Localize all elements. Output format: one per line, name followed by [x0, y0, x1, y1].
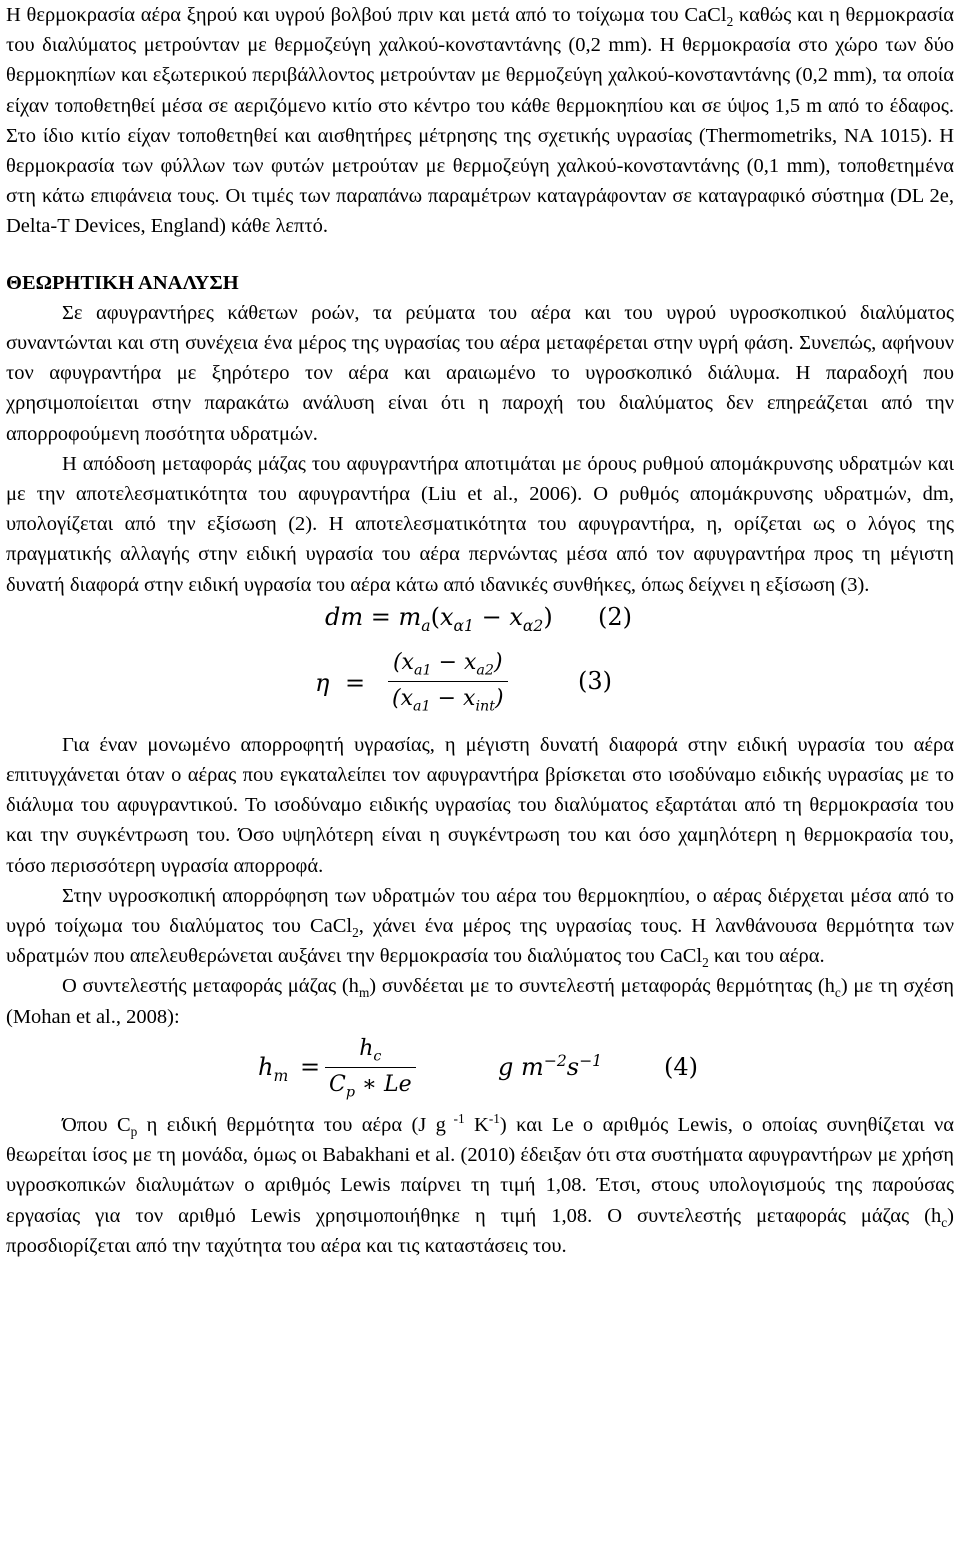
- subscript: 2: [726, 14, 734, 30]
- eq3-label: (3): [578, 666, 612, 695]
- eq3-den-x: (x: [392, 685, 413, 711]
- eq4-equals: =: [300, 1052, 321, 1081]
- eq2-x2: x: [509, 602, 523, 631]
- eq4-fraction: [325, 1032, 416, 1102]
- eq4-units-sup1: −2: [543, 1051, 567, 1070]
- equation-2: [0, 600, 960, 642]
- eq3-num-minus: − x: [431, 649, 477, 675]
- text-run: ) με τη σχέση (Mohan et al., 2008):: [6, 975, 954, 1028]
- eq4-denominator: [325, 1068, 416, 1102]
- eq2-m-sub: a: [421, 616, 431, 635]
- subscript: p: [130, 1123, 138, 1139]
- eq3-den-minus: − x: [430, 685, 476, 711]
- equation-3: [0, 642, 960, 730]
- eq3-denominator: [388, 682, 508, 716]
- paragraph-lewis: [0, 1110, 960, 1261]
- paragraph-absorption: [0, 881, 960, 972]
- text-run: Η θερμοκρασία αέρα ξηρού και υγρού βολβού πριν και μετά από το τοίχωμα του CaCl: [6, 4, 727, 26]
- eq2-close: ): [543, 602, 553, 631]
- eq4-lhs-sub: m: [273, 1066, 289, 1085]
- text-run: και του αέρα.: [708, 945, 825, 968]
- text-run: , χάνει ένα μέρος της υγρασίας τους. Η λανθάνουσα θερμότητα των υδρατμών που απελευθερώνεται αυξάνει την θερμοκρασία του διαλύματος του CaCl: [6, 915, 954, 968]
- subscript: 2: [702, 955, 709, 971]
- eq4-lhs: h: [258, 1052, 274, 1081]
- subscript: m: [358, 985, 370, 1001]
- text-run: καθώς και η θερμοκρασία του διαλύματος μετρούνταν με θερμοζεύγη χαλκού-κονσταντάνης (0,2 mm). Η θερμοκρασία στο χώρο των δύο θερμοκηπίων και εξωτερικού περιβάλλοντος μετρούνταν με θερμοζεύγη χαλκού-κονσταντάνης (0,2 mm), τα οποία είχαν τοποθετηθεί μέσα σε αεριζόμενο κιτίο στο κέντρο του κάθε θερμοκηπίου και σε ύψος 1,5 m από το έδαφος. Στο ίδιο κιτίο είχαν τοποθετηθεί και αισθητήρες μέτρησης της σχετικής υγρασίας (Thermometriks, NA 1015). Η θερμοκρασία των φύλλων των φυτών μετρούταν με θερμοζεύγη χαλκού-κονσταντάνης (0,1 mm), τοποθετημένα στη κάτω επιφάνεια τους. Οι τιμές των παραπάνω παραμέτρων καταγράφονταν σε καταγραφικό σύστημα (DL 2e, Delta-T Devices, England) κάθε λεπτό.: [6, 4, 955, 238]
- paragraph-theory-intro: Σε αφυγραντήρες κάθετων ροών, τα ρεύματα του αέρα και του υγρού υγροσκοπικού διαλύματος συναντώνται και στη συνέχεια ένα μέρος της υγρασίας του αέρα μεταφέρεται στην υγρή φάση. Συνεπώς, αφήνουν τον αφυγραντήρα με ξηρότερο τον αέρα και αραιωμένο το υγροσκοπικό διάλυμα. Η παραδοχή που χρησιμοποίειται στην παρακάτω ανάλυση είναι ότι η παροχή του διαλύματος δεν επηρεάζεται από την απορροφούμενη ποσότητα υδρατμών.: [6, 301, 954, 445]
- eq2-lhs: dm: [325, 602, 364, 631]
- text-run: ) συνδέεται με το συντελεστή μεταφοράς θερμότητας (h: [369, 975, 835, 998]
- eq4-den-le: Le: [383, 1071, 412, 1097]
- eq4-den-c: C: [329, 1071, 346, 1097]
- eq4-num-h: h: [359, 1035, 374, 1061]
- eq4-units: [498, 1052, 602, 1082]
- paragraph-measurements: [0, 0, 960, 242]
- text-run: Στην υγροσκοπική απορρόφηση των υδρατμών του αέρα του θερμοκηπίου, ο αέρας διέρχεται μέσα από το υγρό τοίχωμα του διαλύματος του CaCl: [6, 884, 954, 938]
- section-heading: ΘΕΩΡΗΤΙΚΗ ΑΝΑΛΥΣΗ: [6, 271, 239, 294]
- text-run: K: [464, 1113, 489, 1136]
- text-run: ) προσδιορίζεται από την ταχύτητα του αέρα και τις καταστάσεις του.: [6, 1204, 954, 1257]
- eq4-den-op: ∗: [355, 1071, 384, 1097]
- eq3-lhs: η: [315, 668, 330, 697]
- equation-4: [0, 1032, 960, 1110]
- eq3-num-close: ): [494, 649, 503, 675]
- eq3-num-sub1: a1: [413, 662, 432, 679]
- paragraph-mass-transfer: [0, 971, 960, 1031]
- paragraph-max-difference: Για έναν μονωμένο απορροφητή υγρασίας, η μέγιστη δυνατή διαφορά στην ειδική υγρασία του αέρα επιτυγχάνεται όταν ο αέρας που εγκαταλείπει τον αφυγραντήρα βρίσκεται στο ισοδύναμο ειδικής υγρασίας με το διάλυμα του αφυγραντικού. Το ισοδύναμο ειδικής υγρασίας του διαλύματος εξαρτάται από τη θερμοκρασία του και την συγκέντρωση του. Όσο υψηλότερη είναι η συγκέντρωση του και όσο χαμηλότερη η θερμοκρασία του, τόσο περισσότερη υγρασία απορροφά.: [6, 733, 954, 877]
- eq4-numerator: [325, 1032, 416, 1068]
- eq2-m: m: [398, 602, 422, 631]
- text-run: ) και Le ο αριθμός Lewis, ο οποίας συνηθίζεται να θεωρείται ίσος με τη μονάδα, όμως οι Babakhani et al. (2010) έδειξαν ότι στα συστήματα αφυγραντήρων με χρήση υγροσκοπικών διαλυμάτων ο αριθμός Lewis παίρνει τη τιμή 1,08. Έτσι, στους υπολογισμούς της παρούσας εργασίας για τον αριθμό Lewis χρησιμοποιήθηκε η τιμή 1,08. Ο συντελεστής μεταφοράς μάζας (h: [6, 1113, 954, 1227]
- eq4-units-sup2: −1: [579, 1051, 603, 1070]
- eq3-den-sub2: int: [475, 698, 495, 715]
- eq3-numerator: [388, 646, 508, 682]
- text-run: η ειδική θερμότητα του αέρα (J g: [137, 1113, 446, 1136]
- eq4-label: (4): [664, 1052, 698, 1081]
- superscript: -1: [488, 1111, 500, 1127]
- eq4-units-gm: g m: [498, 1052, 544, 1081]
- eq2-x1-sub: α1: [453, 616, 474, 635]
- eq3-num-sub2: a2: [476, 662, 495, 679]
- paragraph-efficiency: Η απόδοση μεταφοράς μάζας του αφυγραντήρα αποτιμάται με όρους ρυθμού απομάκρυνσης υδρατμών και με την αποτελεσματικότητα του αφυγραντήρα (Liu et al., 2006). Ο ρυθμός απομάκρυνσης υδρατμών, dm, υπολογίζεται από την εξίσωση (2). Η αποτελεσματικότητα του αφυγραντήρα, η, ορίζεται ως ο λόγος της πραγματικής αλλαγής στην ειδική υγρασία του αέρα περνώντας μέσα από τον αφυγραντήρα προς τη μέγιστη δυνατή διαφορά στην ειδική υγρασία του αέρα κάτω από ιδανικές συνθήκες, όπως δείχνει η εξίσωση (3).: [6, 452, 954, 596]
- text-run: Όπου C: [62, 1113, 131, 1136]
- text-run: Ο συντελεστής μεταφοράς μάζας (h: [62, 975, 359, 998]
- eq3-equals: =: [345, 668, 366, 697]
- eq3-den-sub1: a1: [413, 698, 431, 715]
- eq2-x2-sub: α2: [522, 616, 544, 635]
- eq4-den-c-sub: p: [345, 1084, 355, 1101]
- subscript: c: [941, 1214, 948, 1230]
- eq2-minus: −: [481, 602, 502, 631]
- eq3-fraction: [388, 646, 508, 716]
- eq2-open: (: [430, 602, 440, 631]
- eq4-units-s: s: [566, 1052, 580, 1081]
- eq2-equals: =: [370, 602, 391, 631]
- eq4-lhs-group: [258, 1052, 289, 1085]
- subscript: c: [834, 985, 841, 1001]
- eq2-x1: x: [439, 602, 454, 631]
- eq2-label: (2): [598, 602, 632, 631]
- subscript: 2: [352, 925, 359, 941]
- superscript: -1: [445, 1111, 465, 1127]
- eq3-num-x: (x: [392, 649, 414, 675]
- eq3-den-close: ): [494, 685, 504, 711]
- eq4-num-sub: c: [373, 1048, 382, 1065]
